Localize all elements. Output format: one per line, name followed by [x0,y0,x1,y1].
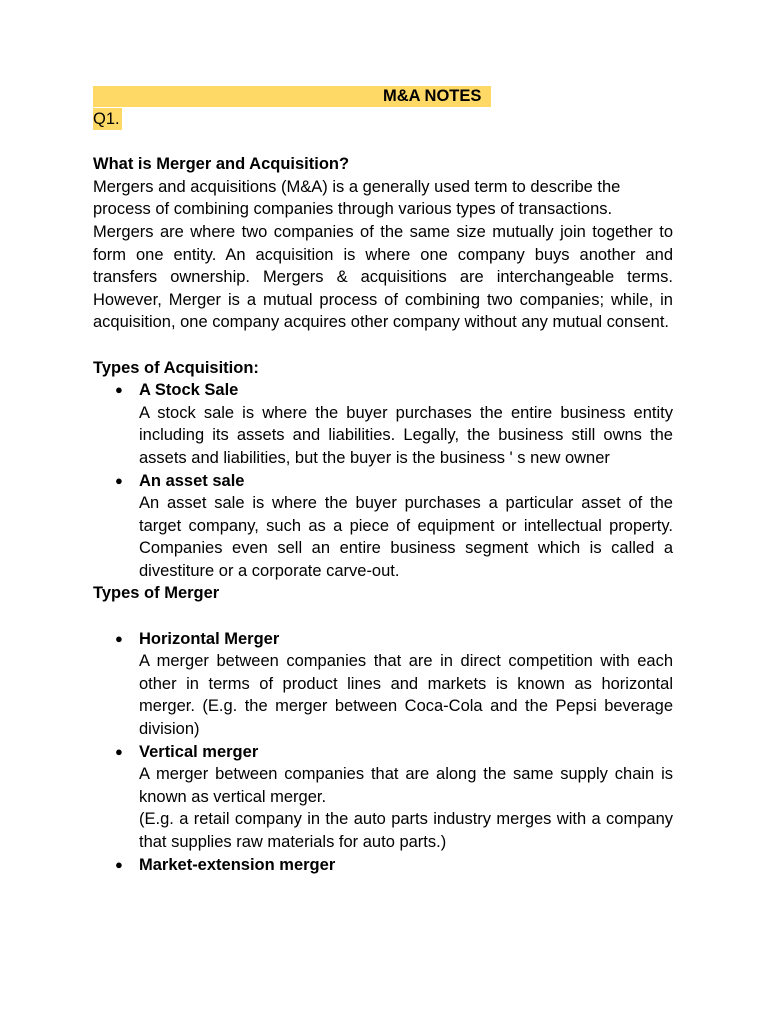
bullet-icon: ● [115,743,123,759]
title-highlight [93,86,491,107]
list-item [93,628,673,741]
list-item-title: A Stock Sale [139,381,239,400]
section-heading-acquisition: Types of Acquisition: [93,358,259,377]
document-body [93,86,673,876]
bullet-icon: ● [115,630,123,646]
list-item-body: An asset sale is where the buyer purchases a particular asset of the target company, such as a piece of equipment or intellectual property. Companies even sell an entire business segment which is called a divestiture or a corporate carve-out. [139,494,673,580]
list-item-title: Vertical merger [139,742,259,761]
bullet-icon: ● [115,472,123,488]
document-title: M&A NOTES [383,87,482,105]
list-item-title: An asset sale [139,471,245,490]
list-item [93,379,673,469]
list-item-body: A merger between companies that are in direct competition with each other in terms of product lines and markets is known as horizontal merger. (E.g. the merger between Coca-Cola and the Pepsi beverage division) [139,652,673,739]
list-item-body: A stock sale is where the buyer purchases the entire business entity including its assets and liabilities. Legally, the business still owns the assets and liabilities, but the buyer is the business ' s new owner [139,403,673,467]
paragraph-definition: Mergers and acquisitions (M&A) is a generally used term to describe the process of combining companies through various types of transactions. [93,177,621,219]
list-item-title: Horizontal Merger [139,629,280,648]
question-label: Q1. [93,110,120,128]
section-heading-what-is: What is Merger and Acquisition? [93,155,350,174]
bullet-icon: ● [115,382,123,398]
list-item [93,470,673,583]
merger-list [93,628,673,877]
list-item [93,741,673,854]
bullet-icon: ● [115,856,123,872]
list-item-example: (E.g. a retail company in the auto parts industry merges with a company that supplies raw materials for auto parts.) [139,810,673,851]
section-heading-merger: Types of Merger [93,584,220,603]
list-item-title: Market-extension merger [139,855,336,874]
paragraph-mergers-explained: Mergers are where two companies of the same size mutually join together to form one entity. An acquisition is where one company buys another and transfers ownership. Mergers & acquisitions are interchangeable terms. However, Merger is a mutual process of combining two companies; while, in acquisition, one company acquires other company without any mutual consent. [93,222,673,332]
list-item-body: A merger between companies that are along the same supply chain is known as vertical merger. [139,765,673,806]
list-item [93,854,673,877]
acquisition-list [93,379,673,582]
